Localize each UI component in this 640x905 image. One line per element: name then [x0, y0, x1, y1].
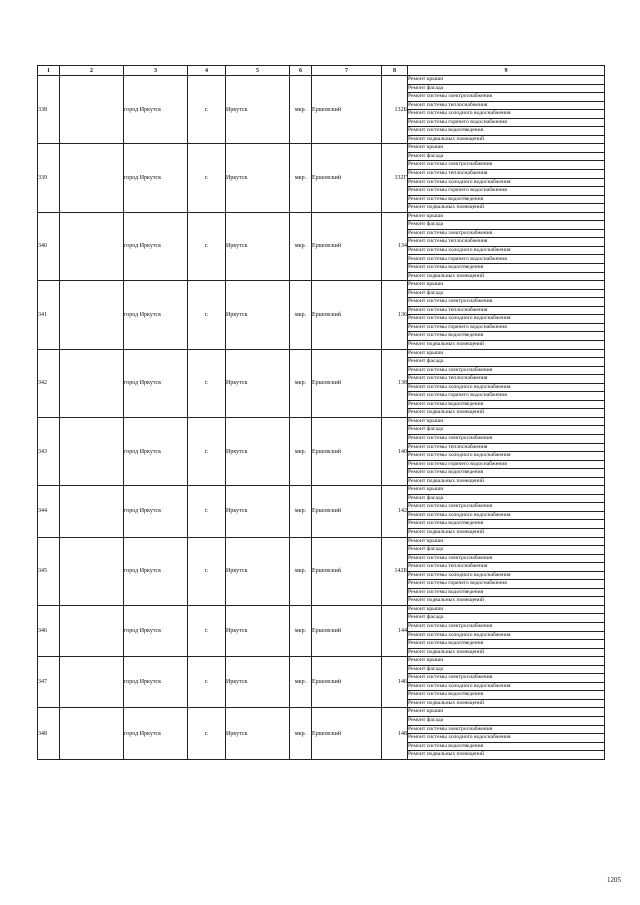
street-name-cell: Ершовский: [312, 76, 382, 144]
settlement-name-cell: Иркутск: [226, 144, 290, 212]
work-type-cell: Ремонт системы водоотведения: [408, 640, 605, 649]
work-type-cell: Ремонт подвальных помещений: [408, 751, 605, 760]
house-number-cell: 142: [382, 486, 408, 537]
street-type-cell: мкр.: [290, 76, 312, 144]
row-number-cell: 348: [38, 708, 60, 759]
header-cell: 7: [312, 66, 382, 76]
work-type-cell: Ремонт крыши: [408, 537, 605, 546]
page-number: 1205: [607, 876, 621, 884]
work-type-cell: Ремонт системы горячего водоснабжения: [408, 460, 605, 469]
work-type-cell: Ремонт системы электроснабжения: [408, 161, 605, 170]
work-type-cell: Ремонт системы холодного водоснабжения: [408, 452, 605, 461]
table-row: [38, 486, 605, 495]
work-type-cell: Ремонт крыши: [408, 605, 605, 614]
header-cell: 4: [188, 66, 226, 76]
header-cell: 2: [60, 66, 124, 76]
municipality-cell: город Иркутск: [124, 605, 188, 656]
settlement-name-cell: Иркутск: [226, 708, 290, 759]
col2-empty-cell: [60, 212, 124, 280]
work-type-cell: Ремонт системы теплоснабжения: [408, 306, 605, 315]
work-type-cell: Ремонт фасада: [408, 717, 605, 726]
work-type-cell: Ремонт подвальных помещений: [408, 135, 605, 144]
work-type-cell: Ремонт фасада: [408, 614, 605, 623]
work-type-cell: Ремонт системы холодного водоснабжения: [408, 246, 605, 255]
settlement-name-cell: Иркутск: [226, 605, 290, 656]
municipality-cell: город Иркутск: [124, 708, 188, 759]
settlement-name-cell: Иркутск: [226, 657, 290, 708]
row-number-cell: 340: [38, 212, 60, 280]
house-number-cell: 146: [382, 657, 408, 708]
work-type-cell: Ремонт системы горячего водоснабжения: [408, 323, 605, 332]
header-cell: 3: [124, 66, 188, 76]
street-name-cell: Ершовский: [312, 605, 382, 656]
work-type-cell: Ремонт подвальных помещений: [408, 528, 605, 537]
work-type-cell: Ремонт фасада: [408, 289, 605, 298]
work-type-cell: Ремонт системы теплоснабжения: [408, 443, 605, 452]
row-number-cell: 341: [38, 281, 60, 349]
work-type-cell: Ремонт системы водоотведения: [408, 691, 605, 700]
work-type-cell: Ремонт системы горячего водоснабжения: [408, 187, 605, 196]
work-type-cell: Ремонт фасада: [408, 152, 605, 161]
street-type-cell: мкр.: [290, 144, 312, 212]
street-type-cell: мкр.: [290, 212, 312, 280]
row-number-cell: 347: [38, 657, 60, 708]
table-row: [38, 144, 605, 153]
work-type-cell: Ремонт крыши: [408, 76, 605, 85]
street-name-cell: Ершовский: [312, 537, 382, 605]
settlement-type-cell: г.: [188, 212, 226, 280]
street-type-cell: мкр.: [290, 417, 312, 485]
municipality-cell: город Иркутск: [124, 486, 188, 537]
header-cell: 8: [382, 66, 408, 76]
table-row: [38, 76, 605, 85]
settlement-type-cell: г.: [188, 537, 226, 605]
work-type-cell: Ремонт системы холодного водоснабжения: [408, 682, 605, 691]
house-number-cell: 134: [382, 212, 408, 280]
work-type-cell: Ремонт системы водоотведения: [408, 520, 605, 529]
col2-empty-cell: [60, 486, 124, 537]
work-type-cell: Ремонт системы теплоснабжения: [408, 238, 605, 247]
header-row: [38, 66, 605, 76]
work-type-cell: Ремонт системы холодного водоснабжения: [408, 631, 605, 640]
work-type-cell: Ремонт крыши: [408, 417, 605, 426]
street-type-cell: мкр.: [290, 605, 312, 656]
work-type-cell: Ремонт подвальных помещений: [408, 409, 605, 418]
settlement-name-cell: Иркутск: [226, 212, 290, 280]
house-number-cell: 136: [382, 281, 408, 349]
col2-empty-cell: [60, 657, 124, 708]
work-type-cell: Ремонт фасада: [408, 494, 605, 503]
municipality-cell: город Иркутск: [124, 537, 188, 605]
work-type-cell: Ремонт фасада: [408, 221, 605, 230]
settlement-type-cell: г.: [188, 281, 226, 349]
work-type-cell: Ремонт крыши: [408, 212, 605, 221]
work-type-cell: Ремонт фасада: [408, 426, 605, 435]
work-type-cell: Ремонт подвальных помещений: [408, 648, 605, 657]
table-row: [38, 537, 605, 546]
row-number-cell: 344: [38, 486, 60, 537]
street-name-cell: Ершовский: [312, 144, 382, 212]
street-type-cell: мкр.: [290, 537, 312, 605]
work-type-cell: Ремонт подвальных помещений: [408, 204, 605, 213]
table-row: [38, 281, 605, 290]
work-type-cell: Ремонт системы электроснабжения: [408, 674, 605, 683]
work-type-cell: Ремонт системы горячего водоснабжения: [408, 255, 605, 264]
street-type-cell: мкр.: [290, 349, 312, 417]
header-cell: 5: [226, 66, 290, 76]
row-number-cell: 343: [38, 417, 60, 485]
header-cell: 6: [290, 66, 312, 76]
header-cell: 1: [38, 66, 60, 76]
settlement-type-cell: г.: [188, 417, 226, 485]
work-type-cell: Ремонт системы холодного водоснабжения: [408, 383, 605, 392]
settlement-name-cell: Иркутск: [226, 537, 290, 605]
work-type-cell: Ремонт системы горячего водоснабжения: [408, 392, 605, 401]
work-type-cell: Ремонт подвальных помещений: [408, 272, 605, 281]
street-type-cell: мкр.: [290, 486, 312, 537]
street-name-cell: Ершовский: [312, 486, 382, 537]
settlement-type-cell: г.: [188, 657, 226, 708]
work-type-cell: Ремонт системы водоотведения: [408, 127, 605, 136]
work-type-cell: Ремонт подвальных помещений: [408, 340, 605, 349]
work-type-cell: Ремонт системы электроснабжения: [408, 229, 605, 238]
street-name-cell: Ершовский: [312, 212, 382, 280]
municipality-cell: город Иркутск: [124, 417, 188, 485]
settlement-type-cell: г.: [188, 486, 226, 537]
work-type-cell: Ремонт системы холодного водоснабжения: [408, 178, 605, 187]
house-number-cell: 132Г: [382, 144, 408, 212]
house-number-cell: 132Б: [382, 76, 408, 144]
work-type-cell: Ремонт системы водоотведения: [408, 588, 605, 597]
col2-empty-cell: [60, 76, 124, 144]
work-type-cell: Ремонт подвальных помещений: [408, 597, 605, 606]
municipality-cell: город Иркутск: [124, 212, 188, 280]
work-type-cell: Ремонт системы водоотведения: [408, 469, 605, 478]
table-row: [38, 657, 605, 666]
house-number-cell: 142Б: [382, 537, 408, 605]
col2-empty-cell: [60, 281, 124, 349]
table-row: [38, 605, 605, 614]
work-type-cell: Ремонт системы водоотведения: [408, 742, 605, 751]
work-type-cell: Ремонт крыши: [408, 708, 605, 717]
work-type-cell: Ремонт системы водоотведения: [408, 332, 605, 341]
street-type-cell: мкр.: [290, 281, 312, 349]
work-type-cell: Ремонт подвальных помещений: [408, 699, 605, 708]
work-type-cell: Ремонт системы горячего водоснабжения: [408, 118, 605, 127]
municipality-cell: город Иркутск: [124, 657, 188, 708]
settlement-type-cell: г.: [188, 349, 226, 417]
settlement-type-cell: г.: [188, 605, 226, 656]
settlement-type-cell: г.: [188, 144, 226, 212]
work-type-cell: Ремонт системы холодного водоснабжения: [408, 734, 605, 743]
row-number-cell: 342: [38, 349, 60, 417]
work-type-cell: Ремонт системы горячего водоснабжения: [408, 580, 605, 589]
work-type-cell: Ремонт фасада: [408, 546, 605, 555]
table-row: [38, 212, 605, 221]
work-type-cell: Ремонт фасада: [408, 358, 605, 367]
work-type-cell: Ремонт системы электроснабжения: [408, 503, 605, 512]
work-type-cell: Ремонт системы водоотведения: [408, 195, 605, 204]
table-row: [38, 349, 605, 358]
street-name-cell: Ершовский: [312, 281, 382, 349]
street-name-cell: Ершовский: [312, 417, 382, 485]
settlement-name-cell: Иркутск: [226, 349, 290, 417]
work-type-cell: Ремонт системы электроснабжения: [408, 93, 605, 102]
work-type-cell: Ремонт системы теплоснабжения: [408, 375, 605, 384]
work-type-cell: Ремонт фасада: [408, 84, 605, 93]
settlement-name-cell: Иркутск: [226, 417, 290, 485]
work-type-cell: Ремонт крыши: [408, 486, 605, 495]
street-name-cell: Ершовский: [312, 349, 382, 417]
work-type-cell: Ремонт крыши: [408, 144, 605, 153]
street-type-cell: мкр.: [290, 708, 312, 759]
col2-empty-cell: [60, 417, 124, 485]
work-type-cell: Ремонт системы холодного водоснабжения: [408, 110, 605, 119]
work-type-cell: Ремонт системы теплоснабжения: [408, 101, 605, 110]
col2-empty-cell: [60, 537, 124, 605]
header-cell: 9: [408, 66, 605, 76]
work-type-cell: Ремонт системы электроснабжения: [408, 366, 605, 375]
municipality-cell: город Иркутск: [124, 76, 188, 144]
work-type-cell: Ремонт системы электроснабжения: [408, 725, 605, 734]
municipality-cell: город Иркутск: [124, 349, 188, 417]
settlement-name-cell: Иркутск: [226, 486, 290, 537]
street-name-cell: Ершовский: [312, 657, 382, 708]
work-type-cell: Ремонт системы электроснабжения: [408, 434, 605, 443]
work-type-cell: Ремонт системы теплоснабжения: [408, 170, 605, 179]
table-row: [38, 708, 605, 717]
row-number-cell: 346: [38, 605, 60, 656]
table-row: [38, 417, 605, 426]
street-name-cell: Ершовский: [312, 708, 382, 759]
street-type-cell: мкр.: [290, 657, 312, 708]
work-type-cell: Ремонт фасада: [408, 665, 605, 674]
house-number-cell: 148: [382, 708, 408, 759]
col2-empty-cell: [60, 708, 124, 759]
work-type-cell: Ремонт подвальных помещений: [408, 477, 605, 486]
work-type-cell: Ремонт крыши: [408, 349, 605, 358]
work-type-cell: Ремонт системы теплоснабжения: [408, 563, 605, 572]
work-type-cell: Ремонт системы холодного водоснабжения: [408, 571, 605, 580]
settlement-name-cell: Иркутск: [226, 76, 290, 144]
house-number-cell: 144: [382, 605, 408, 656]
table-body: [38, 76, 605, 760]
row-number-cell: 338: [38, 76, 60, 144]
repair-register-table: [37, 65, 605, 760]
municipality-cell: город Иркутск: [124, 281, 188, 349]
settlement-type-cell: г.: [188, 708, 226, 759]
settlement-type-cell: г.: [188, 76, 226, 144]
col2-empty-cell: [60, 349, 124, 417]
house-number-cell: 138: [382, 349, 408, 417]
work-type-cell: Ремонт системы водоотведения: [408, 400, 605, 409]
col2-empty-cell: [60, 605, 124, 656]
settlement-name-cell: Иркутск: [226, 281, 290, 349]
row-number-cell: 345: [38, 537, 60, 605]
work-type-cell: Ремонт системы водоотведения: [408, 264, 605, 273]
work-type-cell: Ремонт крыши: [408, 281, 605, 290]
work-type-cell: Ремонт системы электроснабжения: [408, 623, 605, 632]
row-number-cell: 339: [38, 144, 60, 212]
municipality-cell: город Иркутск: [124, 144, 188, 212]
work-type-cell: Ремонт системы электроснабжения: [408, 554, 605, 563]
house-number-cell: 140: [382, 417, 408, 485]
work-type-cell: Ремонт крыши: [408, 657, 605, 666]
work-type-cell: Ремонт системы электроснабжения: [408, 298, 605, 307]
work-type-cell: Ремонт системы холодного водоснабжения: [408, 511, 605, 520]
col2-empty-cell: [60, 144, 124, 212]
work-type-cell: Ремонт системы холодного водоснабжения: [408, 315, 605, 324]
